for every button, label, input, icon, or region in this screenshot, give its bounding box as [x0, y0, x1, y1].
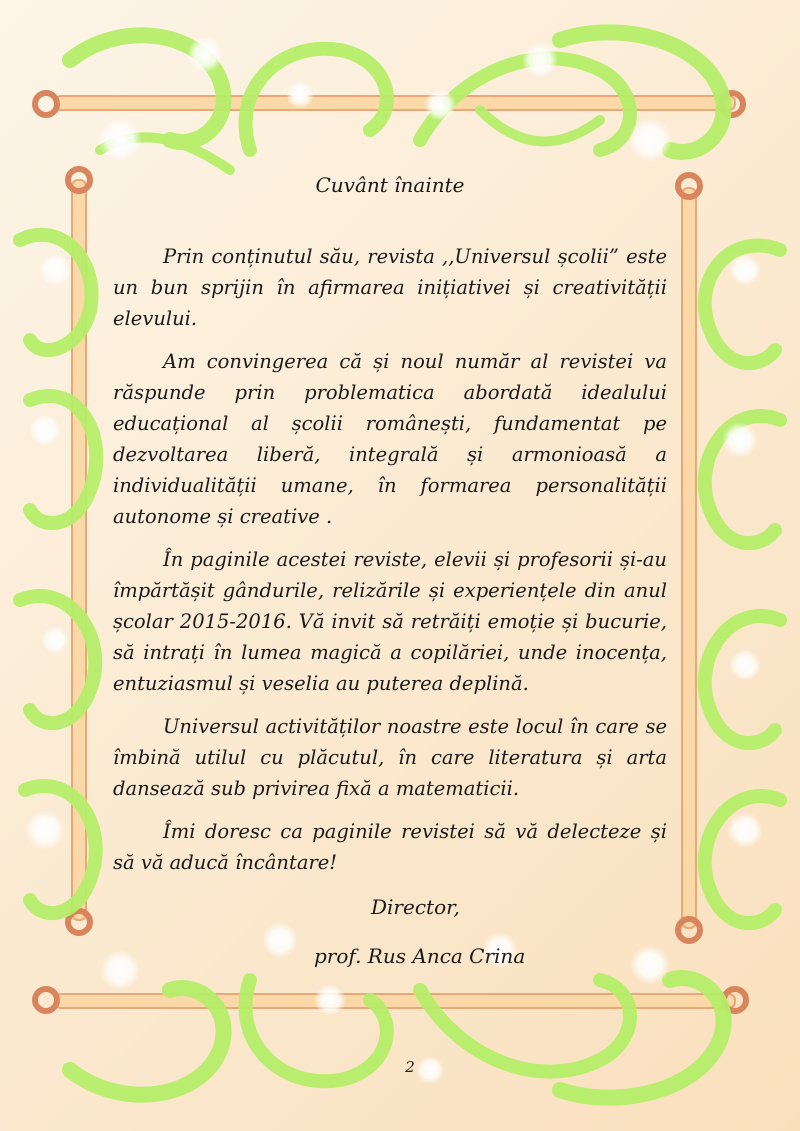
paragraph-1: Prin conținutul său, revista ,,Universul școlii” este un bun sprijin în afirmarea inițiativei și creativității elevului. [113, 245, 667, 330]
page-number: 2 [405, 1058, 415, 1076]
signature-name: prof. Rus Anca Crina [314, 944, 526, 968]
daisy [727, 812, 763, 848]
knob-bottom-left [35, 989, 57, 1011]
daisy [416, 1056, 444, 1084]
daisy [41, 626, 69, 654]
page-title: Cuvânt înainte [315, 173, 465, 197]
daisy [522, 42, 558, 78]
daisy [314, 984, 346, 1016]
daisy [286, 81, 314, 109]
paragraph-2: Am convingerea că și noul număr al revistei va răspunde prin problematica abordată idealului educațional al școlii românești, fundamentat pe dezvoltarea liberă, integrală și armonioasă a individualității umane, în formarea personalității autonome și creative . [113, 350, 667, 528]
signature-role: Director, [371, 895, 460, 919]
daisy [628, 118, 672, 162]
daisy [729, 254, 761, 286]
swirl-top-6 [480, 110, 600, 141]
daisy [39, 254, 71, 286]
daisy [424, 89, 456, 121]
daisy [722, 422, 758, 458]
paragraph-3: În paginile acestei reviste, elevii și profesorii și-au împărtășit gândurile, relizările și experiențele din anul școlar 2015-2016. Vă invit să retrăiți emoție și bucurie, să intrați în lumea magică a copilăriei, unde inocența, entuziasmul și veselia au puterea deplină. [113, 548, 667, 695]
daisy [187, 37, 223, 73]
daisy [729, 649, 761, 681]
daisy [98, 118, 142, 162]
paragraph-5: Îmi doresc ca paginile revistei să vă delecteze și să vă aducă încântare! [113, 820, 667, 874]
right-bar [682, 188, 696, 928]
knob-top-left [35, 93, 57, 115]
foreword-text [113, 165, 667, 972]
daisy [29, 414, 61, 446]
daisy [25, 810, 65, 850]
paragraph-4: Universul activităților noastre este locul în care se îmbină utilul cu plăcutul, în care literatura și arta dansează sub privirea fixă a matematicii. [113, 715, 667, 800]
